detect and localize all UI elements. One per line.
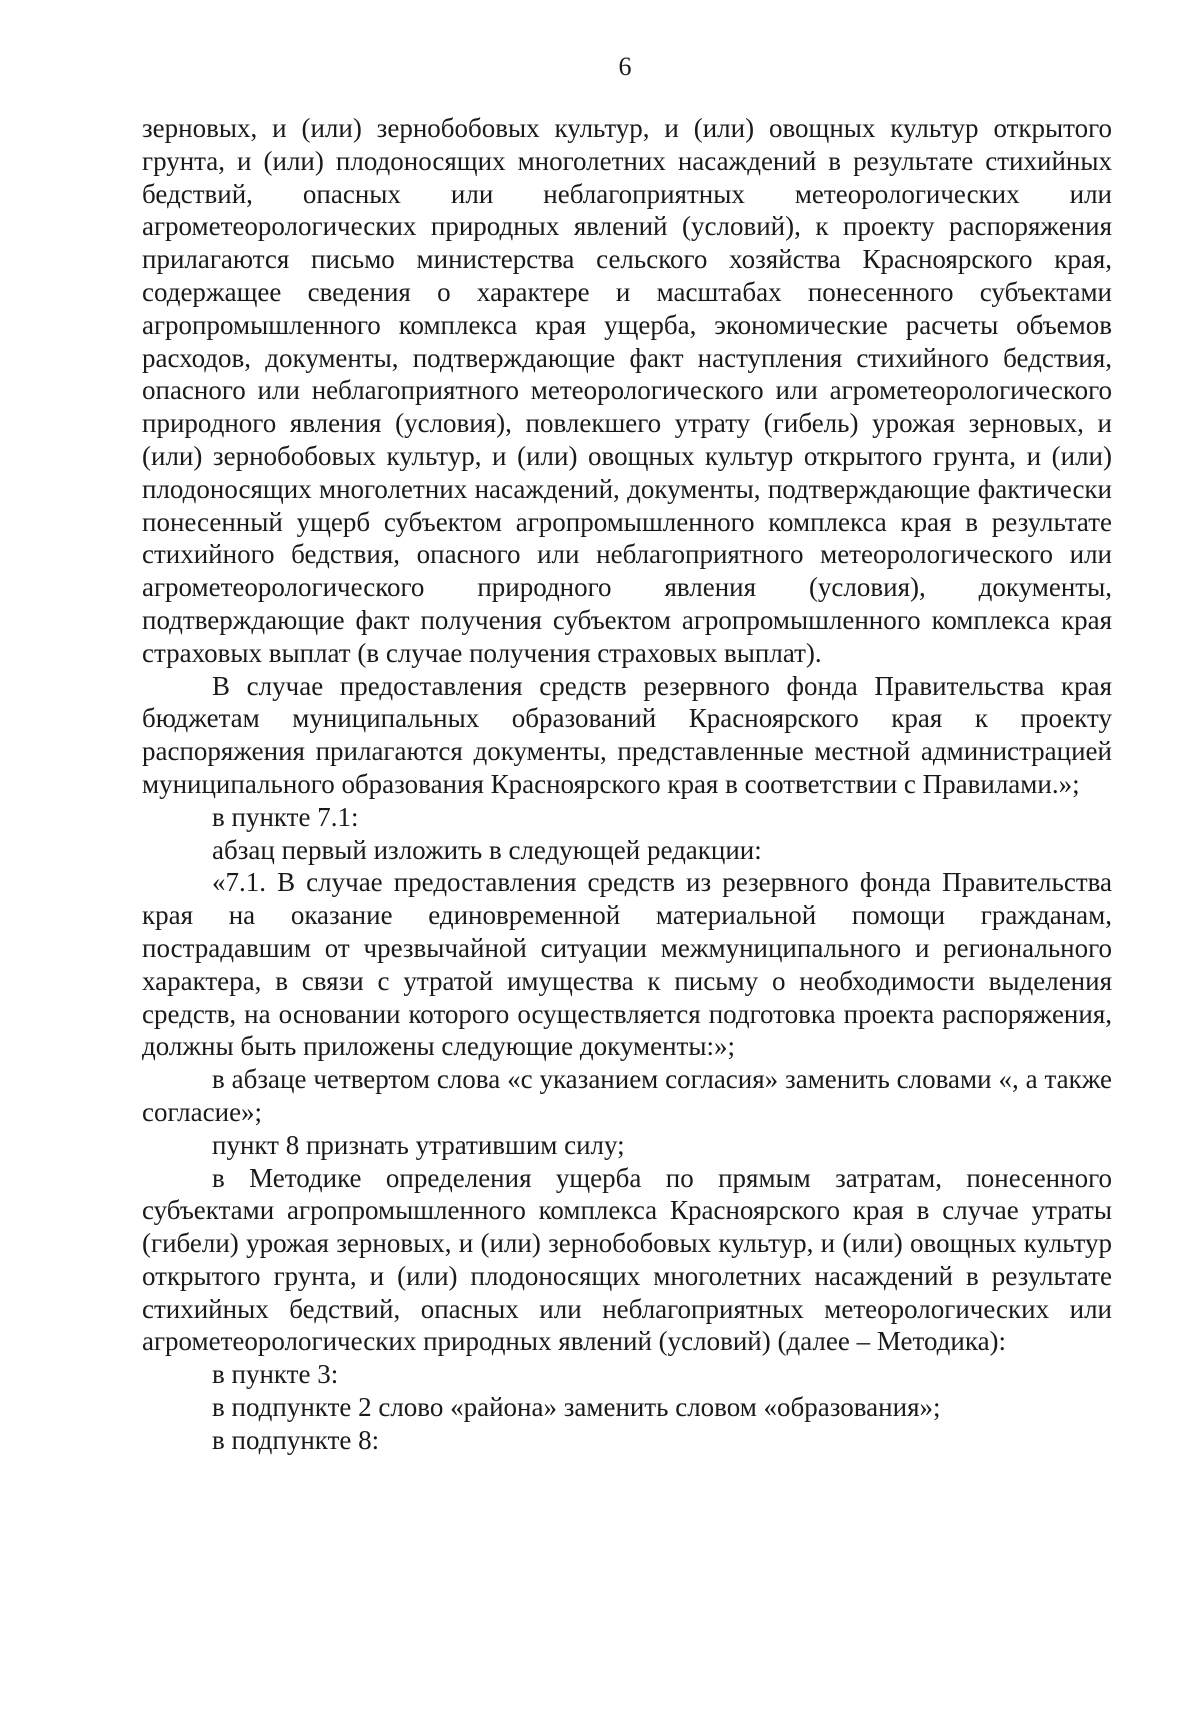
- paragraph-continuation: зерновых, и (или) зернобобовых культур, и (или) овощных культур открытого грунта, и (или) плодоносящих многолетних насаждений в результате стихийных бедствий, опасных или неблагоприятных метеорологических или агрометеорологических природных явлений (условий), к проекту распоряжения прилагаются письмо министерства сельского хозяйства Красноярского края, содержащее сведения о характере и масштабах понесенного субъектами агропромышленного комплекса края ущерба, экономические расчеты объемов расходов, документы, подтверждающие факт наступления стихийного бедствия, опасного или неблагоприятного метеорологического или агрометеорологического природного явления (условия), повлекшего утрату (гибель) урожая зерновых, и (или) зернобобовых культур, и (или) овощных культур открытого грунта, и (или) плодоносящих многолетних насаждений, документы, подтверждающие фактически понесенный ущерб субъектом агропромышленного комплекса края в результате стихийного бедствия, опасного или неблагоприятного метеорологического или агрометеорологического природного явления (условия), документы, подтверждающие факт получения субъектом агропромышленного комплекса края страховых выплат (в случае получения страховых выплат).: [142, 113, 1112, 668]
- paragraph-item-8: пункт 8 признать утратившим силу;: [212, 1129, 625, 1160]
- paragraph-first-abzac: абзац первый изложить в следующей редакции:: [212, 834, 762, 865]
- page-number: 6: [618, 52, 632, 81]
- paragraph-item-3: в пункте 3:: [212, 1359, 339, 1390]
- paragraph-7-1-text: «7.1. В случае предоставления средств из резервного фонда Правительства края на оказание единовременной материальной помощи гражданам, пострадавшим от чрезвычайной ситуации межмуниципального и регионального характера, в связи с утратой имущества к письму о необходимости выделения средств, на основании которого осуществляется подготовка проекта распоряжения, должны быть приложены следующие документы:»;: [142, 867, 1112, 1062]
- paragraph-subitem-8: в подпункте 8:: [212, 1424, 380, 1455]
- document-body: [142, 112, 1112, 1457]
- paragraph-fourth-abzac: в абзаце четвертом слова «с указанием согласия» заменить словами «, а также согласие»;: [142, 1064, 1112, 1127]
- paragraph-item-7-1: в пункте 7.1:: [212, 801, 359, 832]
- paragraph-reserve-fund-municipal: В случае предоставления средств резервного фонда Правительства края бюджетам муниципальных образований Красноярского края к проекту распоряжения прилагаются документы, представленные местной администрацией муниципального образования Красноярского края в соответствии с Правилами.»;: [142, 670, 1112, 799]
- paragraph-subitem-2: в подпункте 2 слово «района» заменить словом «образования»;: [212, 1392, 941, 1423]
- paragraph-methodology: в Методике определения ущерба по прямым затратам, понесенного субъектами агропромышленного комплекса Красноярского края в случае утраты (гибели) урожая зерновых, и (или) зернобобовых культур, и (или) овощных культур открытого грунта, и (или) плодоносящих многолетних насаждений в результате стихийных бедствий, опасных или неблагоприятных метеорологических или агрометеорологических природных явлений (условий) (далее – Методика):: [142, 1162, 1112, 1357]
